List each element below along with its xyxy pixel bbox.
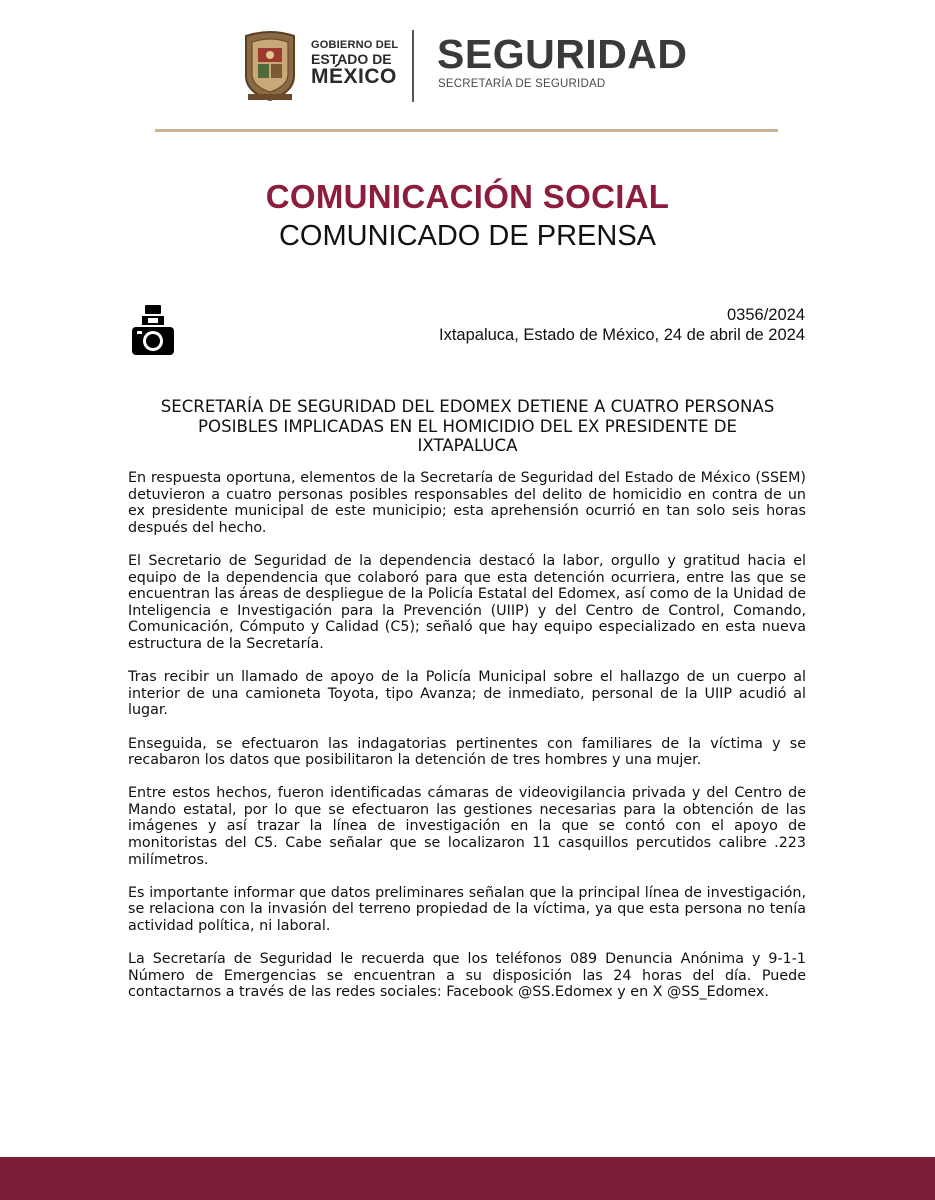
paragraph: Enseguida, se efectuaron las indagatorias pertinentes con familiares de la víctima y se recabaron los datos que posibilitaron la detención de tres hombres y una mujer. <box>128 735 806 769</box>
header-divider <box>412 30 414 102</box>
coat-of-arms-icon <box>240 28 300 102</box>
section-title: COMUNICACIÓN SOCIAL <box>265 178 670 215</box>
document-type: COMUNICADO DE PRENSA <box>278 220 657 252</box>
agency-subtitle: SECRETARÍA DE SEGURIDAD <box>438 78 606 90</box>
paragraph: La Secretaría de Seguridad le recuerda que los teléfonos 089 Denuncia Anónima y 9-1-1 Número de Emergencias se encuentran a su disposición las 24 horas del día. Puede contactarnos a través de las redes sociales: Facebook @SS.Edomex y en X @SS_Edomex. <box>128 951 806 1001</box>
place-and-date: Ixtapaluca, Estado de México, 24 de abril de 2024 <box>439 326 805 344</box>
paragraph: En respuesta oportuna, elementos de la Secretaría de Seguridad del Estado de México (SSEM) detuvieron a cuatro personas posibles responsables del delito de homicidio en contra de un ex presidente municipal de este municipio; esta aprehensión ocurrió en tan solo seis horas después del hecho. <box>128 470 806 536</box>
government-wordmark <box>311 40 411 88</box>
document-number: 0356/2024 <box>727 306 805 324</box>
body-text <box>128 470 806 1018</box>
gov-line-1: GOBIERNO DEL <box>311 39 399 51</box>
header-rule <box>155 129 778 132</box>
gov-line-3: MÉXICO <box>311 65 397 89</box>
paragraph: Entre estos hechos, fueron identificadas cámaras de videovigilancia privada y del Centro de Mando estatal, por lo que se efectuaron las gestiones necesarias para la obtención de las imágenes y así trazar la línea de investigación en la que se contó con el apoyo de monitoristas del C5. Cabe señalar que se localizaron 11 casquillos percutidos calibre .223 milímetros. <box>128 785 806 868</box>
headline: SECRETARÍA DE SEGURIDAD DEL EDOMEX DETIENE A CUATRO PERSONAS POSIBLES IMPLICADAS EN EL HOMICIDIO DEL EX PRESIDENTE DE IXTAPALUCA <box>160 397 775 455</box>
footer-bar <box>0 1157 935 1200</box>
agency-title: SEGURIDAD <box>437 31 688 77</box>
paragraph: Es importante informar que datos preliminares señalan que la principal línea de investigación, se relaciona con la invasión del terreno propiedad de la víctima, ya que esta persona no tenía actividad política, ni laboral. <box>128 884 806 935</box>
paragraph: El Secretario de Seguridad de la dependencia destacó la labor, orgullo y gratitud hacia el equipo de la dependencia que colaboró para que esta detención ocurriera, entre las que se encuentran las áreas de despliegue de la Policía Estatal del Edomex, así como de la Unidad de Inteligencia e Investigación para la Prevención (UIIP) y del Centro de Control, Comando, Comunicación, Cómputo y Calidad (C5); señaló que hay equipo especializado en esta nueva estructura de la Secretaría. <box>128 552 806 652</box>
paragraph: Tras recibir un llamado de apoyo de la Policía Municipal sobre el hallazgo de un cuerpo al interior de una camioneta Toyota, tipo Avanza; de inmediato, personal de la UIIP acudió al lugar. <box>128 669 806 719</box>
gov-line-2: ESTADO DE <box>311 50 392 67</box>
letterhead <box>0 0 935 130</box>
camera-icon <box>132 305 174 357</box>
